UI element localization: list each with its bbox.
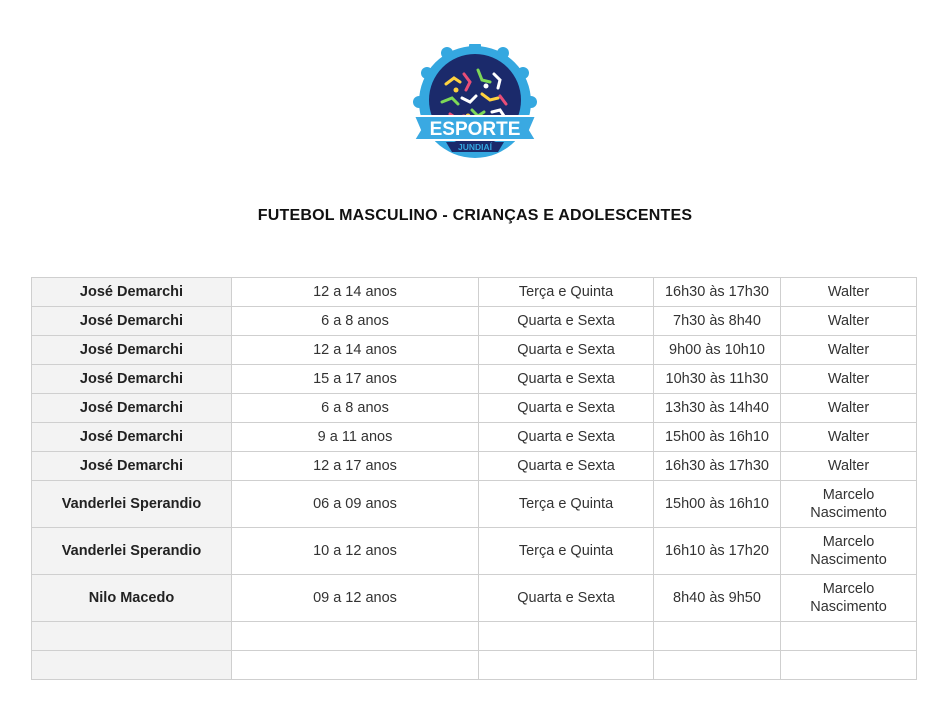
- cell-local: José Demarchi: [32, 365, 232, 394]
- cell-horario: 16h30 às 17h30: [654, 278, 781, 307]
- cell-idade: 12 a 14 anos: [232, 336, 479, 365]
- cell-professor: Walter: [781, 423, 917, 452]
- empty-row: [32, 622, 917, 651]
- empty-cell: [654, 622, 781, 651]
- cell-horario: 13h30 às 14h40: [654, 394, 781, 423]
- cell-idade: 6 a 8 anos: [232, 394, 479, 423]
- empty-cell: [32, 651, 232, 680]
- cell-horario: 7h30 às 8h40: [654, 307, 781, 336]
- cell-idade: 12 a 14 anos: [232, 278, 479, 307]
- esporte-jundiai-logo: [412, 44, 538, 170]
- cell-horario: 15h00 às 16h10: [654, 481, 781, 528]
- cell-local: José Demarchi: [32, 423, 232, 452]
- cell-dias: Quarta e Sexta: [479, 365, 654, 394]
- table-row: [32, 452, 917, 481]
- empty-cell: [479, 651, 654, 680]
- cell-horario: 9h00 às 10h10: [654, 336, 781, 365]
- schedule-table: [31, 277, 917, 680]
- empty-cell: [781, 622, 917, 651]
- cell-professor: Marcelo Nascimento: [781, 575, 917, 622]
- cell-professor: Walter: [781, 336, 917, 365]
- empty-cell: [232, 651, 479, 680]
- cell-dias: Quarta e Sexta: [479, 336, 654, 365]
- cell-local: José Demarchi: [32, 394, 232, 423]
- empty-cell: [32, 622, 232, 651]
- cell-local: José Demarchi: [32, 278, 232, 307]
- page-title: FUTEBOL MASCULINO - CRIANÇAS E ADOLESCENTES: [257, 207, 693, 224]
- table-row: [32, 528, 917, 575]
- badge-banner: [414, 116, 536, 140]
- table-row: [32, 423, 917, 452]
- empty-cell: [232, 622, 479, 651]
- cell-local: José Demarchi: [32, 452, 232, 481]
- cell-local: José Demarchi: [32, 336, 232, 365]
- cell-professor: Marcelo Nascimento: [781, 481, 917, 528]
- cell-professor: Walter: [781, 452, 917, 481]
- cell-idade: 10 a 12 anos: [232, 528, 479, 575]
- table-row: [32, 365, 917, 394]
- cell-horario: 15h00 às 16h10: [654, 423, 781, 452]
- cell-professor: Walter: [781, 278, 917, 307]
- table-row: [32, 481, 917, 528]
- logo-text-sub: JUNDIAÍ: [457, 142, 493, 152]
- cell-horario: 16h30 às 17h30: [654, 452, 781, 481]
- cell-local: Nilo Macedo: [32, 575, 232, 622]
- table-row: [32, 307, 917, 336]
- cell-dias: Terça e Quinta: [479, 481, 654, 528]
- cell-dias: Terça e Quinta: [479, 278, 654, 307]
- cell-idade: 9 a 11 anos: [232, 423, 479, 452]
- table-row: [32, 575, 917, 622]
- cell-horario: 8h40 às 9h50: [654, 575, 781, 622]
- cell-idade: 12 a 17 anos: [232, 452, 479, 481]
- table-row: [32, 278, 917, 307]
- cell-idade: 6 a 8 anos: [232, 307, 479, 336]
- cell-dias: Terça e Quinta: [479, 528, 654, 575]
- cell-local: Vanderlei Sperandio: [32, 481, 232, 528]
- empty-cell: [479, 622, 654, 651]
- cell-horario: 16h10 às 17h20: [654, 528, 781, 575]
- cell-professor: Walter: [781, 365, 917, 394]
- empty-cell: [781, 651, 917, 680]
- cell-dias: Quarta e Sexta: [479, 423, 654, 452]
- empty-row: [32, 651, 917, 680]
- cell-dias: Quarta e Sexta: [479, 307, 654, 336]
- cell-idade: 15 a 17 anos: [232, 365, 479, 394]
- empty-cell: [654, 651, 781, 680]
- cell-dias: Quarta e Sexta: [479, 452, 654, 481]
- cell-dias: Quarta e Sexta: [479, 394, 654, 423]
- logo-text-main: ESPORTE: [429, 119, 521, 140]
- table-row: [32, 394, 917, 423]
- cell-professor: Marcelo Nascimento: [781, 528, 917, 575]
- table-row: [32, 336, 917, 365]
- cell-idade: 09 a 12 anos: [232, 575, 479, 622]
- cell-idade: 06 a 09 anos: [232, 481, 479, 528]
- cell-dias: Quarta e Sexta: [479, 575, 654, 622]
- cell-local: Vanderlei Sperandio: [32, 528, 232, 575]
- cell-horario: 10h30 às 11h30: [654, 365, 781, 394]
- cell-local: José Demarchi: [32, 307, 232, 336]
- cell-professor: Walter: [781, 307, 917, 336]
- cell-professor: Walter: [781, 394, 917, 423]
